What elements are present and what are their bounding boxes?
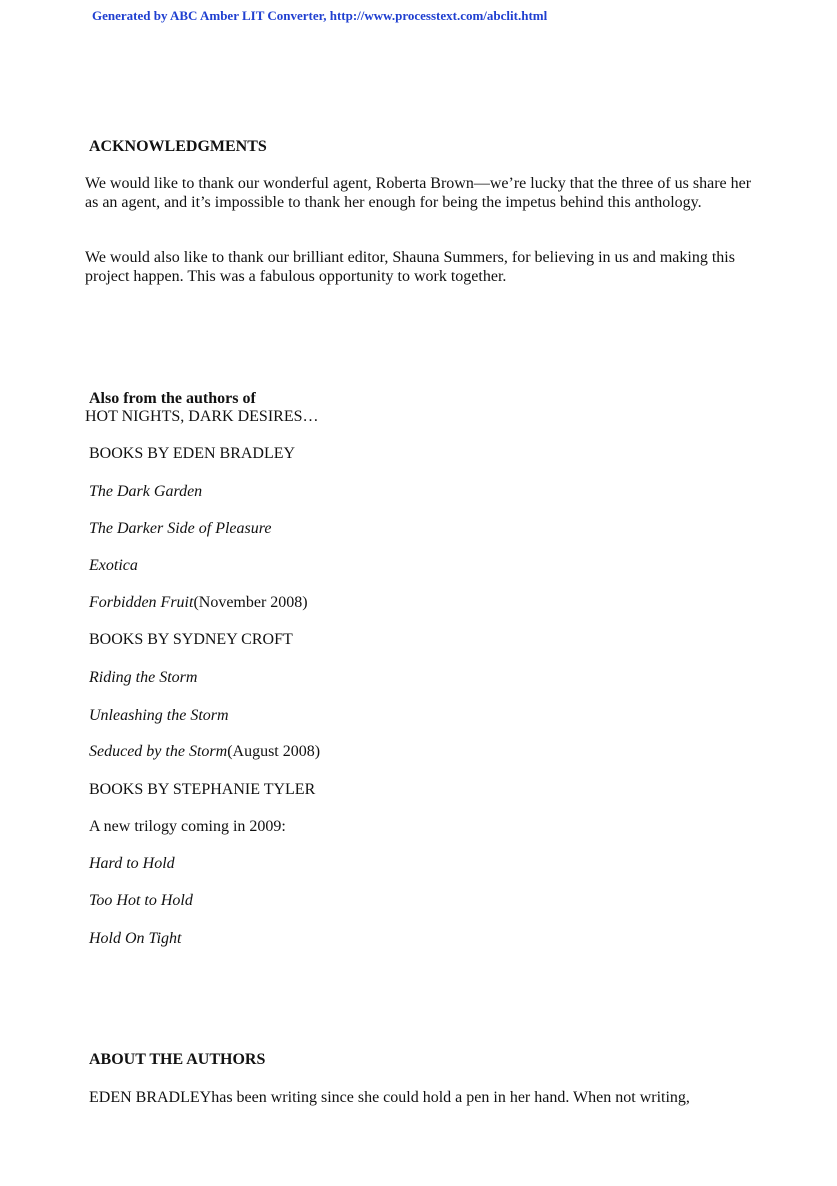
about-authors-first-line	[89, 1088, 690, 1107]
author-name: EDEN BRADLEY	[89, 1089, 212, 1106]
book-title: The Dark Garden	[89, 483, 203, 500]
book-title: Exotica	[89, 557, 138, 574]
book-title: Forbidden Fruit	[89, 594, 194, 611]
book-entry	[89, 742, 320, 761]
acknowledgments-paragraph: We would like to thank our wonderful agent, Roberta Brown—we’re lucky that the three of us share her as an agent, and it’s impossible to thank her enough for being the impetus behind this anthology.	[85, 175, 752, 211]
converter-header: Generated by ABC Amber LIT Converter, http://www.processtext.com/abclit.html	[92, 8, 548, 23]
also-from-heading: Also from the authors of	[89, 390, 256, 407]
sydney-croft-books-heading: BOOKS BY SYDNEY CROFT	[89, 631, 293, 648]
also-from-subtitle: HOT NIGHTS, DARK DESIRES…	[85, 408, 319, 425]
about-authors-heading: ABOUT THE AUTHORS	[89, 1051, 266, 1068]
stephanie-tyler-books-heading: BOOKS BY STEPHANIE TYLER	[89, 781, 316, 798]
book-title: Too Hot to Hold	[89, 892, 193, 909]
acknowledgments-heading: ACKNOWLEDGMENTS	[89, 138, 267, 155]
eden-bradley-books-heading: BOOKS BY EDEN BRADLEY	[89, 445, 296, 462]
author-bio-text: has been writing since she could hold a pen in her hand. When not writing,	[211, 1089, 690, 1106]
book-entry	[89, 593, 308, 612]
book-title: Hold On Tight	[89, 930, 182, 947]
book-note: (August 2008)	[227, 743, 321, 760]
book-title: Seduced by the Storm	[89, 743, 228, 760]
book-title: Unleashing the Storm	[89, 707, 229, 724]
book-title: Riding the Storm	[89, 669, 198, 686]
acknowledgments-paragraph: We would also like to thank our brilliant editor, Shauna Summers, for believing in us and making this project happen. This was a fabulous opportunity to work together.	[85, 249, 735, 285]
book-note: (November 2008)	[193, 594, 308, 611]
book-title: Hard to Hold	[89, 855, 175, 872]
book-title: The Darker Side of Pleasure	[89, 520, 272, 537]
trilogy-intro: A new trilogy coming in 2009:	[89, 818, 286, 835]
